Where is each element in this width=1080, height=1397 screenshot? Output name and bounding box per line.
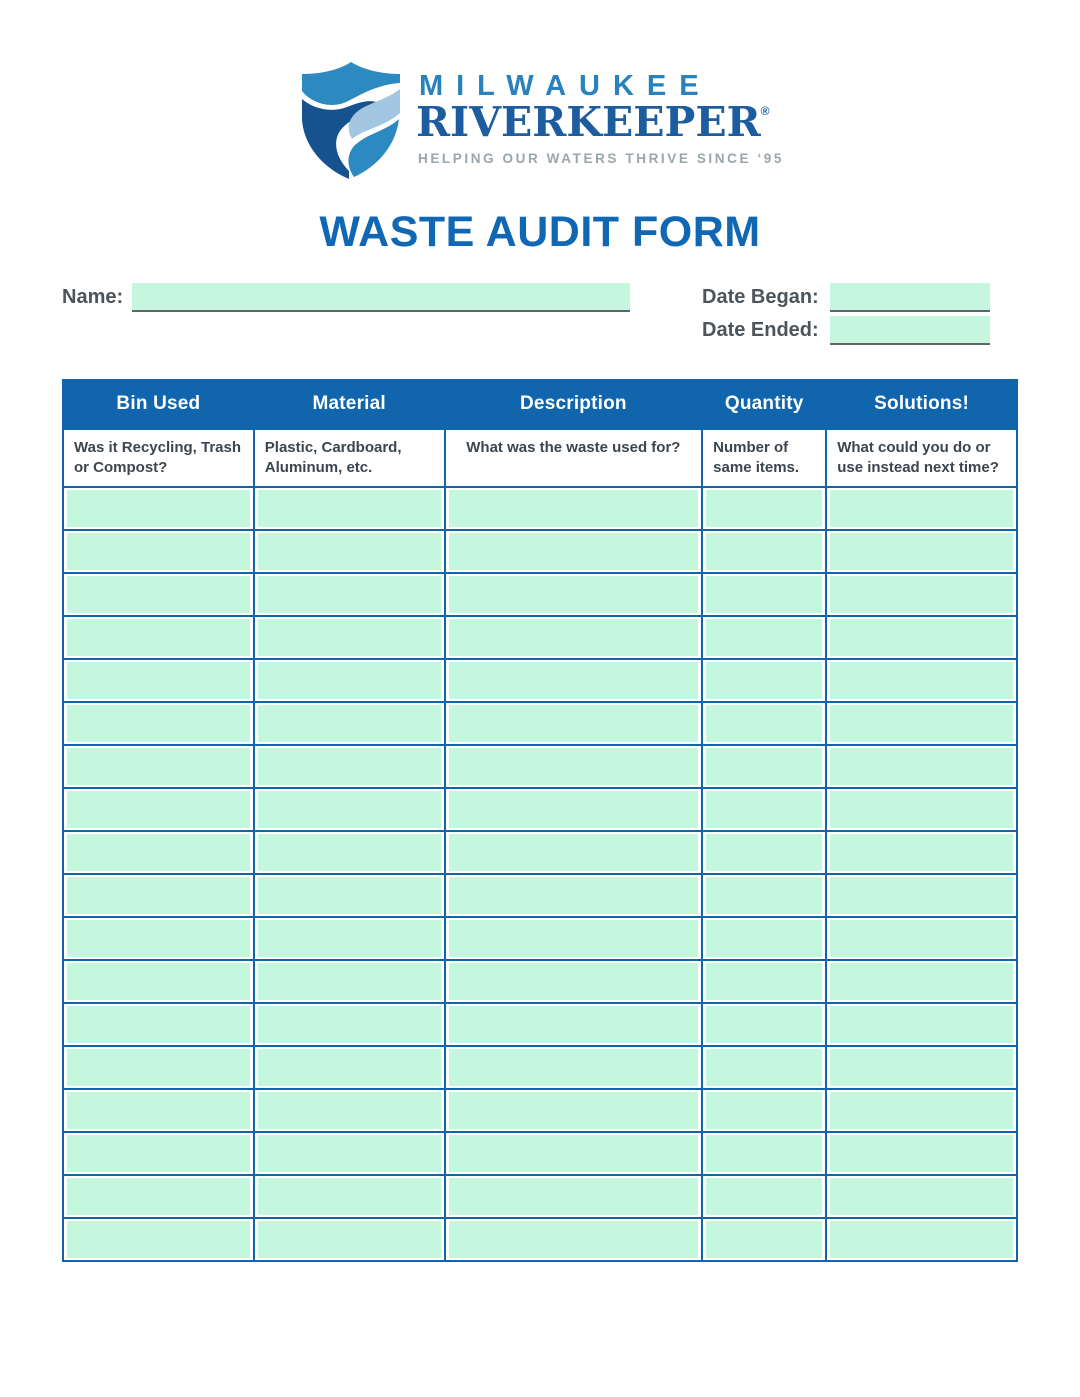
empty-entry-cell[interactable] [63,1175,254,1218]
cell-green-highlight [258,1135,441,1172]
cell-green-highlight [67,1221,250,1258]
cell-green-highlight [449,834,699,871]
empty-entry-cell[interactable] [445,745,703,788]
empty-entry-cell[interactable] [63,1218,254,1261]
column-header-quantity: Quantity [702,380,826,429]
empty-entry-cell[interactable] [254,745,445,788]
empty-entry-cell[interactable] [63,1089,254,1132]
logo [0,0,1080,184]
empty-entry-cell[interactable] [63,659,254,702]
empty-entry-cell[interactable] [445,1175,703,1218]
table-row [63,831,1017,874]
empty-entry-cell[interactable] [254,917,445,960]
empty-entry-cell[interactable] [702,1046,826,1089]
empty-entry-cell[interactable] [445,659,703,702]
cell-green-highlight [258,877,441,914]
cell-green-highlight [830,576,1013,613]
empty-entry-cell[interactable] [445,1089,703,1132]
subheader-description: What was the waste used for? [445,429,703,487]
empty-entry-cell[interactable] [702,530,826,573]
empty-entry-cell[interactable] [63,487,254,530]
cell-green-highlight [67,1092,250,1129]
cell-green-highlight [830,619,1013,656]
table-subheader-row [63,429,1017,487]
table-header-row [63,380,1017,429]
cell-green-highlight [830,920,1013,957]
cell-green-highlight [258,490,441,527]
empty-entry-cell[interactable] [445,1003,703,1046]
date-ended-input[interactable] [830,316,990,345]
empty-entry-cell[interactable] [702,1003,826,1046]
cell-green-highlight [258,748,441,785]
cell-green-highlight [830,705,1013,742]
empty-entry-cell[interactable] [63,874,254,917]
registered-trademark-symbol: ® [760,104,770,118]
empty-entry-cell[interactable] [702,616,826,659]
cell-green-highlight [67,963,250,1000]
table-row [63,530,1017,573]
cell-green-highlight [258,1092,441,1129]
empty-entry-cell[interactable] [702,487,826,530]
empty-entry-cell[interactable] [702,1218,826,1261]
cell-green-highlight [706,1178,822,1215]
table-row [63,702,1017,745]
cell-green-highlight [830,1135,1013,1172]
empty-entry-cell[interactable] [702,1089,826,1132]
cell-green-highlight [449,1049,699,1086]
empty-entry-cell[interactable] [826,831,1017,874]
table-row [63,960,1017,1003]
cell-green-highlight [449,791,699,828]
cell-green-highlight [706,877,822,914]
cell-green-highlight [258,1221,441,1258]
cell-green-highlight [449,490,699,527]
cell-green-highlight [706,1006,822,1043]
cell-green-highlight [449,1178,699,1215]
cell-green-highlight [706,705,822,742]
name-field-group [62,283,630,312]
empty-entry-cell[interactable] [826,1218,1017,1261]
cell-green-highlight [67,791,250,828]
empty-entry-cell[interactable] [826,616,1017,659]
cell-green-highlight [706,920,822,957]
cell-green-highlight [830,490,1013,527]
cell-green-highlight [706,834,822,871]
empty-entry-cell[interactable] [445,487,703,530]
empty-entry-cell[interactable] [254,1218,445,1261]
empty-entry-cell[interactable] [445,1046,703,1089]
table-row [63,1003,1017,1046]
cell-green-highlight [706,1049,822,1086]
empty-entry-cell[interactable] [702,960,826,1003]
cell-green-highlight [449,619,699,656]
empty-entry-cell[interactable] [445,702,703,745]
table-row [63,1089,1017,1132]
cell-green-highlight [67,834,250,871]
cell-green-highlight [67,877,250,914]
empty-entry-cell[interactable] [63,702,254,745]
cell-green-highlight [706,619,822,656]
cell-green-highlight [830,1006,1013,1043]
subheader-bin-used: Was it Recycling, Trash or Compost? [63,429,254,487]
cell-green-highlight [449,662,699,699]
empty-entry-cell[interactable] [63,831,254,874]
empty-entry-cell[interactable] [254,659,445,702]
cell-green-highlight [258,1049,441,1086]
cell-green-highlight [258,1178,441,1215]
table-row [63,1046,1017,1089]
cell-green-highlight [449,963,699,1000]
date-began-row [702,283,990,312]
empty-entry-cell[interactable] [826,788,1017,831]
form-fields [62,283,1018,345]
empty-entry-cell[interactable] [63,1046,254,1089]
empty-entry-cell[interactable] [826,702,1017,745]
empty-entry-cell[interactable] [254,530,445,573]
table-row [63,917,1017,960]
cell-green-highlight [449,1006,699,1043]
cell-green-highlight [706,748,822,785]
cell-green-highlight [449,1092,699,1129]
table-row [63,788,1017,831]
empty-entry-cell[interactable] [445,1218,703,1261]
cell-green-highlight [258,791,441,828]
cell-green-highlight [67,1178,250,1215]
empty-entry-cell[interactable] [445,530,703,573]
cell-green-highlight [449,877,699,914]
cell-green-highlight [706,963,822,1000]
date-ended-row [702,316,990,345]
empty-entry-cell[interactable] [254,1003,445,1046]
cell-green-highlight [67,576,250,613]
empty-entry-cell[interactable] [702,788,826,831]
empty-entry-cell[interactable] [826,1046,1017,1089]
empty-entry-cell[interactable] [254,874,445,917]
empty-entry-cell[interactable] [254,831,445,874]
empty-entry-cell[interactable] [702,1132,826,1175]
table-row [63,1218,1017,1261]
cell-green-highlight [706,1135,822,1172]
cell-green-highlight [67,662,250,699]
table-row [63,659,1017,702]
cell-green-highlight [258,576,441,613]
logo-wordmark [416,58,784,166]
cell-green-highlight [258,533,441,570]
cell-green-highlight [67,748,250,785]
cell-green-highlight [706,1092,822,1129]
cell-green-highlight [449,1221,699,1258]
table-row [63,573,1017,616]
cell-green-highlight [258,1006,441,1043]
cell-green-highlight [706,791,822,828]
empty-entry-cell[interactable] [445,788,703,831]
cell-green-highlight [258,705,441,742]
cell-green-highlight [830,791,1013,828]
empty-entry-cell[interactable] [63,530,254,573]
cell-green-highlight [449,705,699,742]
cell-green-highlight [258,662,441,699]
cell-green-highlight [830,662,1013,699]
brand-name-top: MILWAUKEE [418,70,712,102]
brand-name-bottom: RIVERKEEPER [415,98,761,146]
empty-entry-cell[interactable] [826,1089,1017,1132]
cell-green-highlight [258,619,441,656]
empty-entry-cell[interactable] [826,745,1017,788]
empty-entry-cell[interactable] [826,917,1017,960]
empty-entry-cell[interactable] [826,573,1017,616]
empty-entry-cell[interactable] [445,616,703,659]
cell-green-highlight [449,920,699,957]
cell-green-highlight [67,1049,250,1086]
cell-green-highlight [830,1092,1013,1129]
empty-entry-cell[interactable] [63,917,254,960]
table-row [63,1175,1017,1218]
audit-table-body [63,487,1017,1261]
date-began-label: Date Began: [702,286,819,308]
cell-green-highlight [830,877,1013,914]
cell-green-highlight [67,920,250,957]
date-ended-label: Date Ended: [702,319,819,341]
empty-entry-cell[interactable] [826,960,1017,1003]
cell-green-highlight [830,1178,1013,1215]
empty-entry-cell[interactable] [826,1132,1017,1175]
cell-green-highlight [67,705,250,742]
empty-entry-cell[interactable] [63,616,254,659]
empty-entry-cell[interactable] [826,487,1017,530]
audit-table [62,379,1018,1262]
empty-entry-cell[interactable] [826,530,1017,573]
cell-green-highlight [830,963,1013,1000]
date-fields-group [702,283,1018,345]
column-header-bin-used: Bin Used [63,380,254,429]
empty-entry-cell[interactable] [826,659,1017,702]
cell-green-highlight [449,576,699,613]
empty-entry-cell[interactable] [826,1003,1017,1046]
table-row [63,874,1017,917]
cell-green-highlight [258,834,441,871]
empty-entry-cell[interactable] [702,1175,826,1218]
empty-entry-cell[interactable] [702,917,826,960]
empty-entry-cell[interactable] [702,831,826,874]
riverkeeper-shield-icon [296,58,406,184]
cell-green-highlight [830,834,1013,871]
subheader-solutions: What could you do or use instead next time? [826,429,1017,487]
subheader-material: Plastic, Cardboard, Aluminum, etc. [254,429,445,487]
empty-entry-cell[interactable] [254,960,445,1003]
empty-entry-cell[interactable] [702,745,826,788]
empty-entry-cell[interactable] [63,573,254,616]
cell-green-highlight [449,1135,699,1172]
cell-green-highlight [67,1135,250,1172]
audit-table-container [62,379,1018,1262]
column-header-description: Description [445,380,703,429]
empty-entry-cell[interactable] [254,1132,445,1175]
cell-green-highlight [830,1221,1013,1258]
cell-green-highlight [258,963,441,1000]
column-header-material: Material [254,380,445,429]
empty-entry-cell[interactable] [445,917,703,960]
table-row [63,745,1017,788]
empty-entry-cell[interactable] [445,573,703,616]
empty-entry-cell[interactable] [63,745,254,788]
cell-green-highlight [67,490,250,527]
cell-green-highlight [830,748,1013,785]
cell-green-highlight [449,533,699,570]
empty-entry-cell[interactable] [445,960,703,1003]
empty-entry-cell[interactable] [702,702,826,745]
table-row [63,616,1017,659]
empty-entry-cell[interactable] [63,1132,254,1175]
cell-green-highlight [67,1006,250,1043]
cell-green-highlight [830,533,1013,570]
empty-entry-cell[interactable] [254,616,445,659]
cell-green-highlight [706,662,822,699]
cell-green-highlight [706,490,822,527]
empty-entry-cell[interactable] [254,573,445,616]
cell-green-highlight [706,533,822,570]
table-row [63,487,1017,530]
cell-green-highlight [706,1221,822,1258]
cell-green-highlight [67,619,250,656]
cell-green-highlight [67,533,250,570]
cell-green-highlight [830,1049,1013,1086]
empty-entry-cell[interactable] [826,874,1017,917]
cell-green-highlight [258,920,441,957]
empty-entry-cell[interactable] [254,1089,445,1132]
empty-entry-cell[interactable] [826,1175,1017,1218]
empty-entry-cell[interactable] [254,1046,445,1089]
cell-green-highlight [449,748,699,785]
empty-entry-cell[interactable] [445,1132,703,1175]
empty-entry-cell[interactable] [445,874,703,917]
empty-entry-cell[interactable] [702,659,826,702]
column-header-solutions: Solutions! [826,380,1017,429]
empty-entry-cell[interactable] [254,788,445,831]
empty-entry-cell[interactable] [702,874,826,917]
cell-green-highlight [706,576,822,613]
empty-entry-cell[interactable] [254,1175,445,1218]
table-row [63,1132,1017,1175]
name-label: Name: [62,286,124,308]
page-title: WASTE AUDIT FORM [319,208,761,256]
empty-entry-cell[interactable] [254,487,445,530]
name-input[interactable] [132,283,630,312]
empty-entry-cell[interactable] [702,573,826,616]
empty-entry-cell[interactable] [254,702,445,745]
brand-tagline: HELPING OUR WATERS THRIVE SINCE ‘95 [417,151,785,167]
subheader-quantity: Number of same items. [702,429,826,487]
empty-entry-cell[interactable] [445,831,703,874]
empty-entry-cell[interactable] [63,960,254,1003]
empty-entry-cell[interactable] [63,788,254,831]
date-began-input[interactable] [830,283,990,312]
empty-entry-cell[interactable] [63,1003,254,1046]
